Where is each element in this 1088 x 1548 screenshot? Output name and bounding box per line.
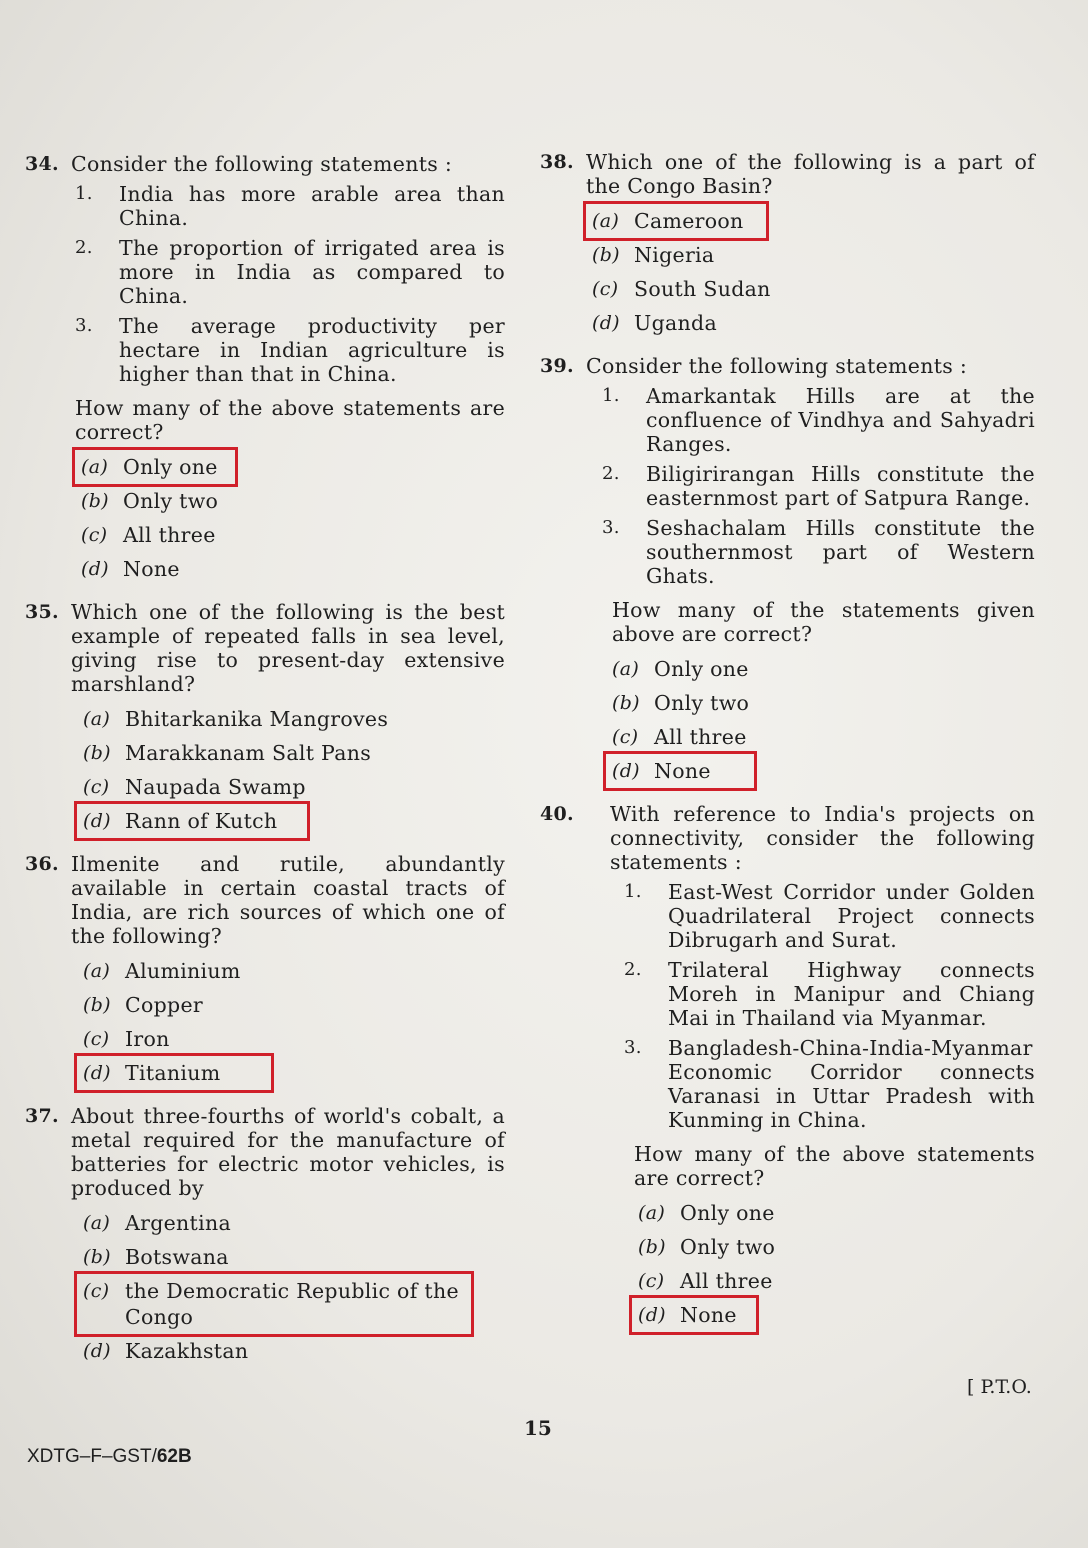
option-text: Naupada Swamp [125, 775, 306, 799]
left-column [25, 152, 505, 1382]
option-text: Bhitarkanika Mangroves [125, 707, 389, 731]
option-label: (b) [81, 490, 109, 512]
option-text: Only one [654, 657, 749, 681]
option-label: (d) [81, 558, 109, 580]
question-number: 36. [25, 853, 59, 875]
option-text: All three [654, 725, 747, 749]
option-label: (d) [83, 1340, 111, 1362]
statement-number: 3. [602, 517, 620, 538]
statement-text: The proportion of irrigated area is more in India as compared to China. [119, 236, 505, 308]
option-text: Marakkanam Salt Pans [125, 741, 372, 765]
page-number: 15 [524, 1416, 552, 1440]
statement-text: East-West Corridor under Golden Quadrilateral Project connects Dibrugarh and Surat. [668, 880, 1035, 952]
option-text: Only two [654, 691, 750, 715]
option-list [77, 1206, 505, 1368]
option-label: (d) [592, 312, 620, 334]
statement [75, 236, 505, 308]
question-text: With reference to India's projects on connectivity, consider the following statements : [610, 802, 1035, 874]
option-text: Iron [125, 1027, 170, 1051]
statement-text: Trilateral Highway connects Moreh in Manipur and Chiang Mai in Thailand via Myanmar. [668, 958, 1035, 1030]
option-text: Aluminium [125, 959, 241, 983]
option-a-marked[interactable] [75, 450, 235, 484]
option-b[interactable] [77, 988, 505, 1022]
option-text: Only one [123, 455, 218, 479]
option-d-marked[interactable] [606, 754, 754, 788]
option-c-marked[interactable] [77, 1274, 471, 1334]
option-label: (b) [592, 244, 620, 266]
option-b[interactable] [606, 686, 1035, 720]
statement-number: 1. [75, 183, 93, 204]
question-38 [540, 150, 1035, 340]
option-b[interactable] [77, 736, 505, 770]
option-text: South Sudan [634, 277, 771, 301]
option-b[interactable] [77, 1240, 505, 1274]
option-a-marked[interactable] [586, 204, 766, 238]
question-text: Ilmenite and rutile, abundantly available in certain coastal tracts of India, are rich sources of which one of the following? [71, 852, 505, 948]
statement-number: 2. [624, 959, 642, 980]
option-list [77, 702, 505, 838]
option-a[interactable] [77, 1206, 505, 1240]
option-d-marked[interactable] [77, 1056, 271, 1090]
statement-list [75, 182, 505, 386]
option-text: Titanium [125, 1061, 221, 1085]
option-label: (c) [83, 1028, 110, 1050]
option-c[interactable] [75, 518, 505, 552]
option-label: (c) [83, 776, 110, 798]
statement [602, 516, 1035, 588]
option-label: (b) [83, 1246, 111, 1268]
option-label: (b) [83, 742, 111, 764]
statement-text: Seshachalam Hills constitute the southernmost part of Western Ghats. [646, 516, 1035, 588]
question-number: 35. [25, 601, 59, 623]
option-list [606, 652, 1035, 788]
statement-number: 1. [602, 385, 620, 406]
question-text: Consider the following statements : [71, 152, 453, 176]
statement [624, 958, 1035, 1030]
option-label: (c) [612, 726, 639, 748]
booklet-code [27, 1446, 192, 1468]
option-d[interactable] [77, 1334, 505, 1368]
option-a[interactable] [77, 954, 505, 988]
option-label: (d) [638, 1304, 666, 1326]
question-number: 39. [540, 355, 574, 377]
option-text: the Democratic Republic of the Congo [125, 1279, 459, 1329]
option-list [75, 450, 505, 586]
statement-number: 3. [75, 315, 93, 336]
option-text: Kazakhstan [125, 1339, 249, 1363]
option-text: Copper [125, 993, 204, 1017]
option-label: (c) [592, 278, 619, 300]
question-prompt: How many of the above statements are correct? [75, 396, 505, 444]
statement-number: 2. [75, 237, 93, 258]
option-label: (b) [612, 692, 640, 714]
option-label: (d) [83, 1062, 111, 1084]
question-34 [25, 152, 505, 586]
option-text: Botswana [125, 1245, 229, 1269]
option-text: Nigeria [634, 243, 715, 267]
option-b[interactable] [632, 1230, 1035, 1264]
option-c[interactable] [77, 1022, 505, 1056]
option-label: (a) [592, 210, 620, 232]
option-text: Only two [123, 489, 219, 513]
question-text: About three-fourths of world's cobalt, a metal required for the manufacture of batteries for electric motor vehicles, is produced by [71, 1104, 505, 1200]
question-text: Consider the following statements : [586, 354, 968, 378]
option-a[interactable] [77, 702, 505, 736]
question-40 [540, 802, 1035, 1332]
question-number: 34. [25, 153, 59, 175]
statement-text: Bangladesh-China-India-Myanmar Economic Corridor connects Varanasi in Uttar Pradesh with Kunming in China. [668, 1036, 1035, 1132]
statement [624, 1036, 1035, 1132]
option-c[interactable] [586, 272, 1035, 306]
statement [602, 384, 1035, 456]
statement [624, 880, 1035, 952]
option-label: (d) [83, 810, 111, 832]
question-prompt: How many of the above statements are correct? [634, 1142, 1035, 1190]
pto-label: [ P.T.O. [967, 1376, 1032, 1398]
option-text: All three [123, 523, 216, 547]
option-label: (a) [81, 456, 109, 478]
option-text: None [654, 759, 711, 783]
option-text: Cameroon [634, 209, 744, 233]
question-36 [25, 852, 505, 1090]
option-label: (b) [83, 994, 111, 1016]
question-35 [25, 600, 505, 838]
question-number: 37. [25, 1105, 59, 1127]
option-text: Argentina [125, 1211, 231, 1235]
option-list [632, 1196, 1035, 1332]
option-label: (b) [638, 1236, 666, 1258]
booklet-code-suffix: 62B [156, 1446, 192, 1467]
option-label: (a) [83, 708, 111, 730]
option-d[interactable] [586, 306, 1035, 340]
option-label: (c) [83, 1280, 110, 1302]
option-c[interactable] [632, 1264, 1035, 1298]
statement-number: 1. [624, 881, 642, 902]
option-text: Uganda [634, 311, 717, 335]
option-label: (a) [83, 1212, 111, 1234]
question-number: 38. [540, 151, 574, 173]
option-text: None [680, 1303, 737, 1327]
option-b[interactable] [75, 484, 505, 518]
option-a[interactable] [606, 652, 1035, 686]
option-label: (a) [83, 960, 111, 982]
statement-list [624, 880, 1035, 1132]
option-label: (a) [612, 658, 640, 680]
statement [75, 182, 505, 230]
option-text: Only one [680, 1201, 775, 1225]
statement-text: Amarkantak Hills are at the confluence of Vindhya and Sahyadri Ranges. [646, 384, 1035, 456]
option-label: (c) [81, 524, 108, 546]
question-text: Which one of the following is a part of the Congo Basin? [586, 150, 1035, 198]
option-c[interactable] [606, 720, 1035, 754]
option-d-marked[interactable] [77, 804, 307, 838]
right-column [540, 150, 1035, 1346]
statement-number: 2. [602, 463, 620, 484]
option-text: Only two [680, 1235, 776, 1259]
option-text: Rann of Kutch [125, 809, 278, 833]
question-37 [25, 1104, 505, 1368]
question-39 [540, 354, 1035, 788]
option-label: (c) [638, 1270, 665, 1292]
option-label: (a) [638, 1202, 666, 1224]
option-text: None [123, 557, 180, 581]
option-label: (d) [612, 760, 640, 782]
option-a[interactable] [632, 1196, 1035, 1230]
statement-list [602, 384, 1035, 588]
statement-text: India has more arable area than China. [119, 182, 505, 230]
statement [602, 462, 1035, 510]
question-number: 40. [540, 803, 574, 825]
option-list [586, 204, 1035, 340]
question-text: Which one of the following is the best example of repeated falls in sea level, giving rise to present-day extensive marshland? [71, 600, 505, 696]
statement-text: Biligirirangan Hills constitute the easternmost part of Satpura Range. [646, 462, 1035, 510]
statement [75, 314, 505, 386]
option-list [77, 954, 505, 1090]
statement-text: The average productivity per hectare in Indian agriculture is higher than that in China. [119, 314, 505, 386]
statement-number: 3. [624, 1037, 642, 1058]
option-text: All three [680, 1269, 773, 1293]
option-d[interactable] [75, 552, 505, 586]
question-prompt: How many of the statements given above are correct? [612, 598, 1035, 646]
booklet-code-prefix: XDTG–F–GST/ [27, 1446, 157, 1467]
option-b[interactable] [586, 238, 1035, 272]
option-c[interactable] [77, 770, 505, 804]
option-d-marked[interactable] [632, 1298, 756, 1332]
